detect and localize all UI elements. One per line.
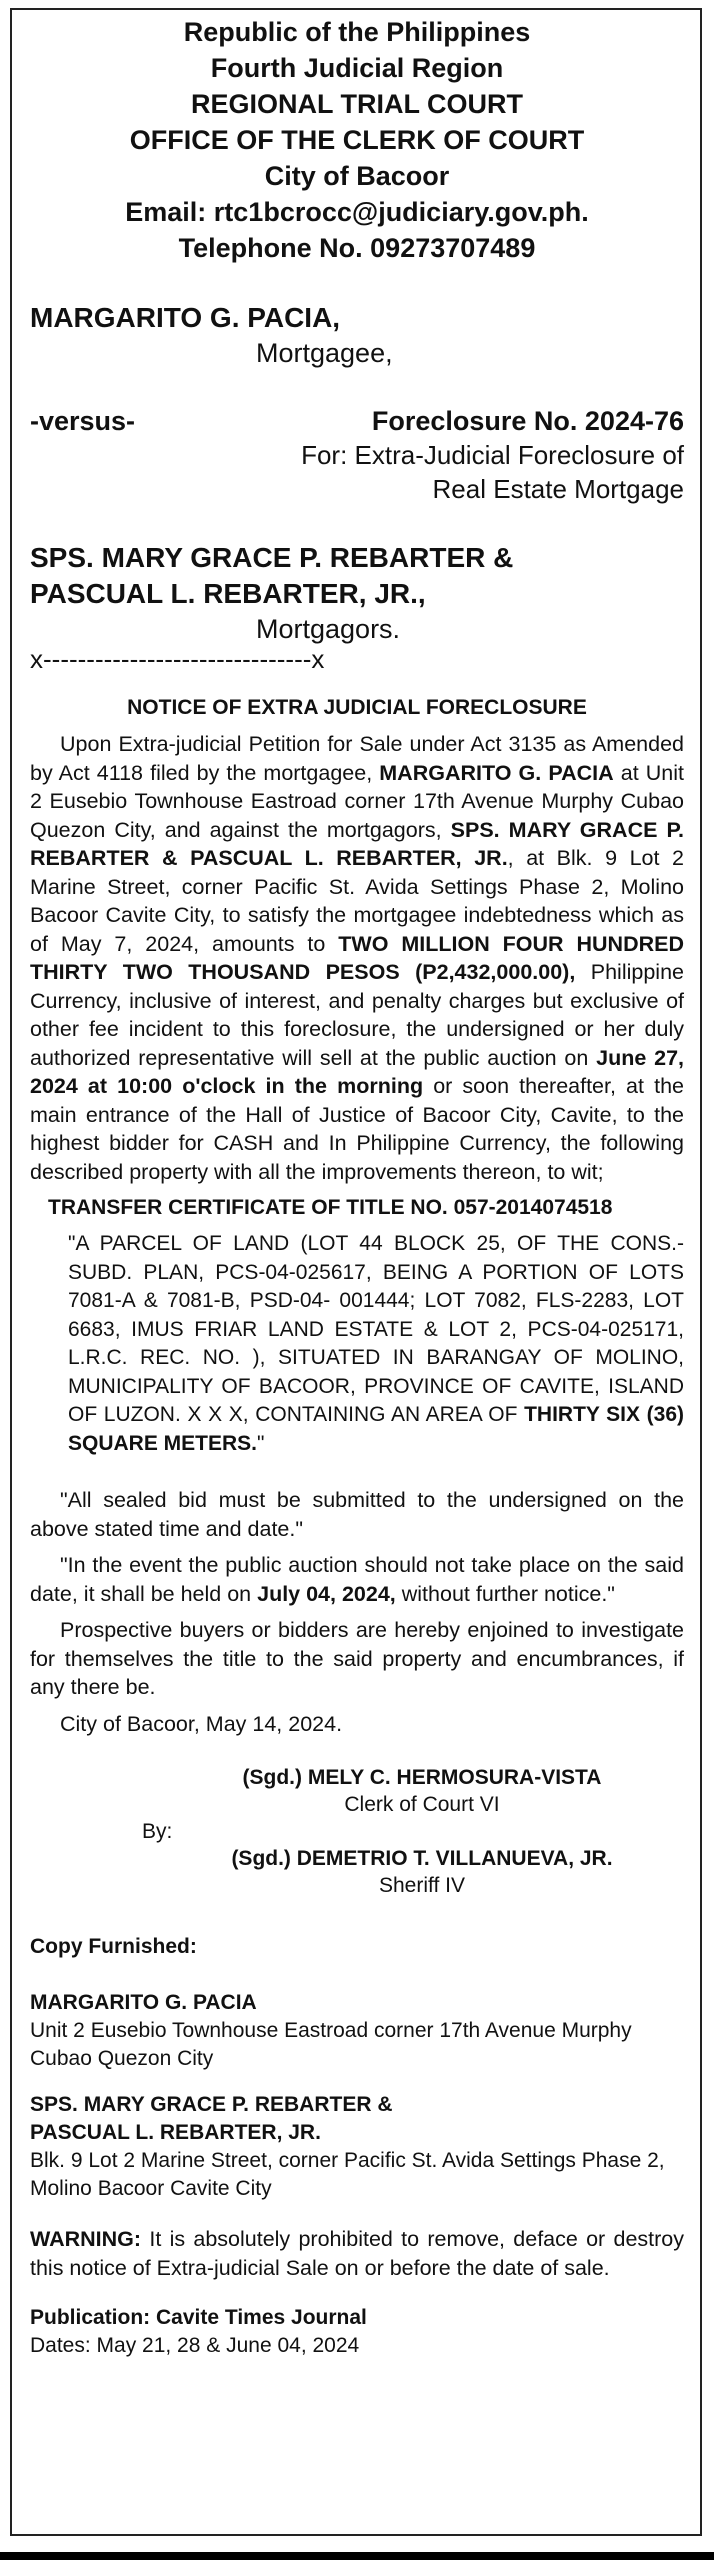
recipient2-name-line1: SPS. MARY GRACE P. REBARTER & xyxy=(30,2093,393,2116)
clerk-name: (Sgd.) MELY C. HERMOSURA-VISTA xyxy=(242,1766,602,1789)
mortgagors-role: Mortgagors. xyxy=(256,614,401,644)
p3-text-a: "In the event the public auction should not take place on the said date, it shall be held on xyxy=(30,1553,684,1606)
p1-mortgagors: SPS. MARY GRACE P. REBARTER & PASCUAL L. REBARTER, JR. xyxy=(30,817,684,870)
case-for-line2: Real Estate Mortgage xyxy=(432,474,684,504)
mortgagee-name: MARGARITO G. PACIA, xyxy=(30,302,341,333)
p1-text-c: at Unit 2 Eusebio Townhouse Eastroad corner 17th Avenue Murphy Cubao Quezon City, and against the mortgagors, xyxy=(30,760,684,842)
signature-block xyxy=(30,1764,684,1899)
property-text: "A PARCEL OF LAND (LOT 44 BLOCK 25, OF THE CONS.-SUBD. PLAN, PCS-04-025617, BEING A PORTION OF LOTS 7081-A & 7081-B, PSD-04- 001444; LOT 7082, FLS-2283, LOT 6683, IMUS FRIAR LAND ESTATE & LOT 2, PCS-04-025171, L.R.C. REC. NO. ), SITUATED IN BARANGAY OF MOLINO, MUNICIPALITY OF BACOOR, PROVINCE OF CAVITE, ISLAND OF LUZON. X X X, CONTAINING AN AREA OF xyxy=(68,1232,684,1426)
p1-text-a: Upon Extra-judicial Petition for Sale under Act 3135 as Amended by Act 4118 filed by the mortgagee, xyxy=(30,732,684,785)
court-header xyxy=(30,14,684,266)
notice-paragraph-main xyxy=(30,730,684,1186)
header-republic: Republic of the Philippines xyxy=(183,17,531,47)
copy-furnished-heading: Copy Furnished: xyxy=(30,1935,197,1958)
case-for-line1: For: Extra-Judicial Foreclosure of xyxy=(301,440,684,470)
tct-number: TRANSFER CERTIFICATE OF TITLE NO. 057-2014074518 xyxy=(48,1196,613,1219)
header-court: REGIONAL TRIAL COURT xyxy=(190,89,523,119)
property-description xyxy=(30,1230,684,1458)
recipient1-name: MARGARITO G. PACIA xyxy=(30,1991,257,2014)
publication-label: Publication: Cavite Times Journal xyxy=(30,2306,367,2329)
sheriff-name: (Sgd.) DEMETRIO T. VILLANUEVA, JR. xyxy=(231,1847,613,1870)
property-area: THIRTY SIX (36) SQUARE METERS. xyxy=(68,1403,684,1455)
recipient1-address: Unit 2 Eusebio Townhouse Eastroad corner 17th Avenue Murphy Cubao Quezon City xyxy=(30,2019,632,2070)
clerk-title: Clerk of Court VI xyxy=(344,1793,500,1816)
case-number: Foreclosure No. 2024-76 xyxy=(371,406,684,436)
p1-text-g: Philippine Currency, inclusive of interest, and penalty charges but exclusive of other fee incident to this foreclosure, the undersigned or her duly authorized representative will sell at the public auction on xyxy=(30,960,684,1070)
separator-line: x-------------------------------x xyxy=(30,644,325,674)
mortgagee-role: Mortgagee, xyxy=(256,338,393,368)
bottom-rule xyxy=(0,2552,714,2560)
header-phone: Telephone No. 09273707489 xyxy=(178,233,536,263)
p3-text-c: without further notice." xyxy=(395,1581,615,1606)
by-label: By: xyxy=(142,1820,173,1843)
buyers-paragraph: Prospective buyers or bidders are hereby enjoined to investigate for themselves the title to the said property and encumbrances, if any there be. xyxy=(30,1618,684,1699)
p1-text-e: , at Blk. 9 Lot 2 Marine Street, corner Pacific St. Avida Settings Phase 2, Molino Bacoor Cavite City, to satisfy the mortgagee indebtedness which as of May 7, 2024, amounts to xyxy=(30,846,684,956)
p1-auction-date: June 27, 2024 at 10:00 o'clock in the morning xyxy=(30,1045,685,1098)
notice-content xyxy=(30,14,684,2360)
header-office: OFFICE OF THE CLERK OF COURT xyxy=(129,125,585,155)
sealed-bid-paragraph: "All sealed bid must be submitted to the undersigned on the above stated time and date." xyxy=(30,1488,684,1541)
property-quote-end: " xyxy=(257,1431,265,1455)
recipient2-name-line2: PASCUAL L. REBARTER, JR. xyxy=(30,2121,321,2144)
header-city: City of Bacoor xyxy=(264,161,450,191)
warning-text: It is absolutely prohibited to remove, deface or destroy this notice of Extra-judicial Sale on or before the date of sale. xyxy=(30,2227,684,2280)
notice-title: NOTICE OF EXTRA JUDICIAL FORECLOSURE xyxy=(127,696,587,719)
publication-dates: Dates: May 21, 28 & June 04, 2024 xyxy=(30,2334,360,2357)
mortgagors-line2: PASCUAL L. REBARTER, JR., xyxy=(30,578,426,609)
p1-text-i: or soon thereafter, at the main entrance of the Hall of Justice of Bacoor City, Cavite, to the highest bidder for CASH and In Philippine Currency, the following described property with all the improvements thereon, to wit; xyxy=(30,1074,684,1184)
warning-label: WARNING: xyxy=(30,2227,142,2251)
header-email: Email: rtc1bcrocc@judiciary.gov.ph. xyxy=(125,197,589,227)
sheriff-title: Sheriff IV xyxy=(379,1874,465,1897)
p1-amount: TWO MILLION FOUR HUNDRED THIRTY TWO THOUSAND PESOS (P2,432,000.00), xyxy=(30,931,684,984)
date-line: City of Bacoor, May 14, 2024. xyxy=(60,1711,343,1736)
warning-paragraph xyxy=(30,2225,684,2282)
versus-label: -versus- xyxy=(30,406,136,436)
p3-alt-date: July 04, 2024, xyxy=(257,1581,396,1606)
mortgagors-line1: SPS. MARY GRACE P. REBARTER & xyxy=(30,542,514,573)
postponement-paragraph xyxy=(30,1551,684,1608)
p1-mortgagee: MARGARITO G. PACIA xyxy=(379,760,614,785)
case-row xyxy=(30,404,684,438)
recipient2-address: Blk. 9 Lot 2 Marine Street, corner Pacific St. Avida Settings Phase 2, Molino Bacoor Cavite City xyxy=(30,2149,665,2200)
header-region: Fourth Judicial Region xyxy=(210,53,504,83)
